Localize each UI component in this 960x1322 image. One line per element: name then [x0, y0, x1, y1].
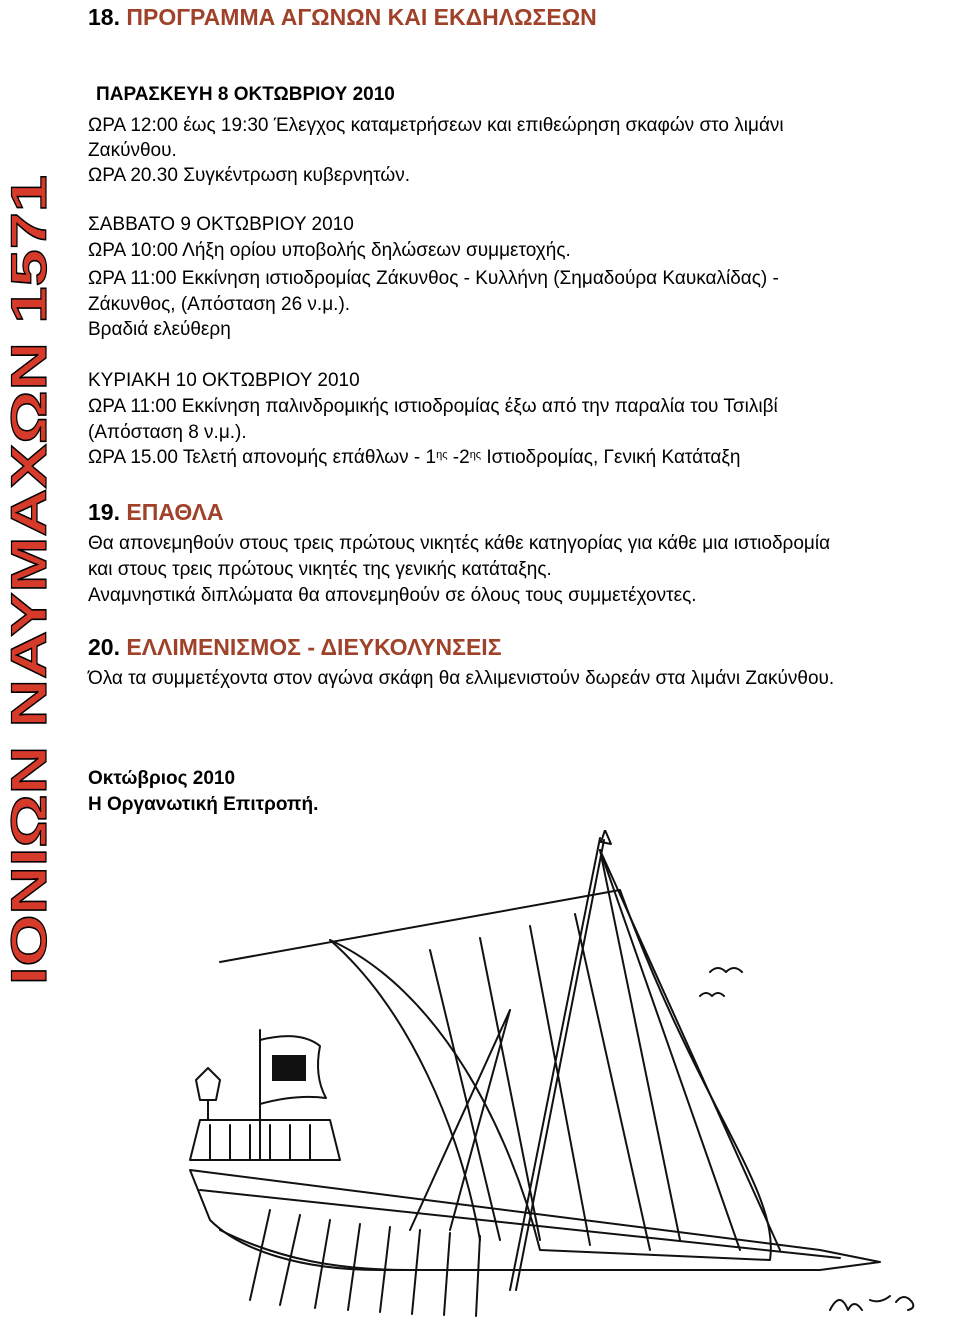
ordinal-suffix-1: ης: [436, 449, 448, 461]
galley-ship-illustration: [180, 830, 960, 1322]
seagull-icon: [700, 968, 742, 996]
lantern-icon: [196, 1068, 220, 1100]
section-19-line-1: Θα απονεμηθούν στους τρεις πρώτους νικητές κάθε κατηγορίας για κάθε μια ιστιοδρομία: [88, 533, 831, 554]
sunday-heading: ΚΥΡΙΑΚΗ 10 ΟΚΤΩΒΡΙΟΥ 2010: [88, 370, 360, 391]
stern-canopy: [190, 1120, 340, 1160]
saturday-line-2: ΩΡΑ 11:00 Εκκίνηση ιστιοδρομίας Ζάκυνθος - Κυλλήνη (Σημαδούρα Καυκαλίδας) -: [88, 268, 779, 289]
artist-signature: [830, 1296, 913, 1310]
side-banner: [0, 0, 58, 1000]
section-18-heading: [88, 6, 597, 28]
sunday-line-2: (Απόσταση 8 ν.μ.).: [88, 422, 247, 443]
side-banner-text: ΙΟΝΙΩΝ ΝΑΥΜΑΧΩΝ 1571: [1, 378, 57, 985]
friday-line-3: ΩΡΑ 20.30 Συγκέντρωση κυβερνητών.: [88, 165, 411, 186]
oars: [250, 1210, 480, 1316]
friday-line-1: ΩΡΑ 12:00 έως 19:30 Έλεγχος καταμετρήσεων και επιθεώρηση σκαφών στο λιμάνι: [88, 115, 784, 136]
friday-line-2: Ζακύνθου.: [88, 140, 177, 161]
hull: [190, 1170, 880, 1270]
pennant-icon: [601, 830, 611, 844]
saturday-line-1: ΩΡΑ 10:00 Λήξη ορίου υποβολής δηλώσεων συμμετοχής.: [88, 240, 571, 261]
section-20-heading: [88, 636, 502, 658]
friday-heading: ΠΑΡΑΣΚΕΥΗ 8 ΟΚΤΩΒΡΙΟΥ 2010: [96, 84, 395, 105]
saturday-heading: ΣΑΒΒΑΤΟ 9 ΟΚΤΩΒΡΙΟΥ 2010: [88, 214, 354, 235]
ordinal-suffix-2: ης: [469, 449, 482, 461]
saturday-line-4: Βραδιά ελεύθερη: [88, 319, 231, 340]
lateen-sail: [330, 890, 771, 1260]
section-19-title: ΕΠΑΘΛΑ: [126, 499, 224, 525]
signature-date: Οκτώβριος 2010: [88, 768, 236, 789]
section-19-line-3: Αναμνηστικά διπλώματα θα απονεμηθούν σε όλους τους συμμετέχοντες.: [88, 585, 697, 606]
saturday-line-3: Ζάκυνθος, (Απόσταση 26 ν.μ.).: [88, 294, 351, 315]
sunday-line-3: [88, 447, 740, 469]
section-20-number: 20.: [88, 634, 120, 660]
side-banner-svg: [0, 0, 58, 1000]
section-19-number: 19.: [88, 499, 120, 525]
section-20-line-1: Όλα τα συμμετέχοντα στον αγώνα σκάφη θα ελλιμενιστούν δωρεάν στα λιμάνι Ζακύνθου.: [88, 668, 835, 689]
section-19-line-2: και στους τρεις πρώτους νικητές της γενικής κατάταξης.: [88, 559, 552, 580]
section-20-title: ΕΛΛΙΜΕΝΙΣΜΟΣ - ΔΙΕΥΚΟΛΥΝΣΕΙΣ: [126, 634, 502, 660]
section-19-heading: [88, 501, 224, 523]
ceremony-text-a: ΩΡΑ 15.00 Τελετή απονομής επάθλων - 1: [88, 447, 437, 468]
sunday-line-1: ΩΡΑ 11:00 Εκκίνηση παλινδρομικής ιστιοδρομίας έξω από την παραλία του Τσιλιβί: [88, 396, 778, 417]
ceremony-text-c: Ιστιοδρομίας, Γενική Κατάταξη: [481, 447, 741, 468]
ceremony-text-b: -2: [447, 447, 470, 468]
signature-organization: Η Οργανωτική Επιτροπή.: [88, 794, 319, 815]
yard: [220, 890, 620, 962]
section-18-number: 18.: [88, 4, 120, 30]
section-18-title: ΠΡΟΓΡΑΜΜΑ ΑΓΩΝΩΝ ΚΑΙ ΕΚΔΗΛΩΣΕΩΝ: [126, 4, 597, 30]
